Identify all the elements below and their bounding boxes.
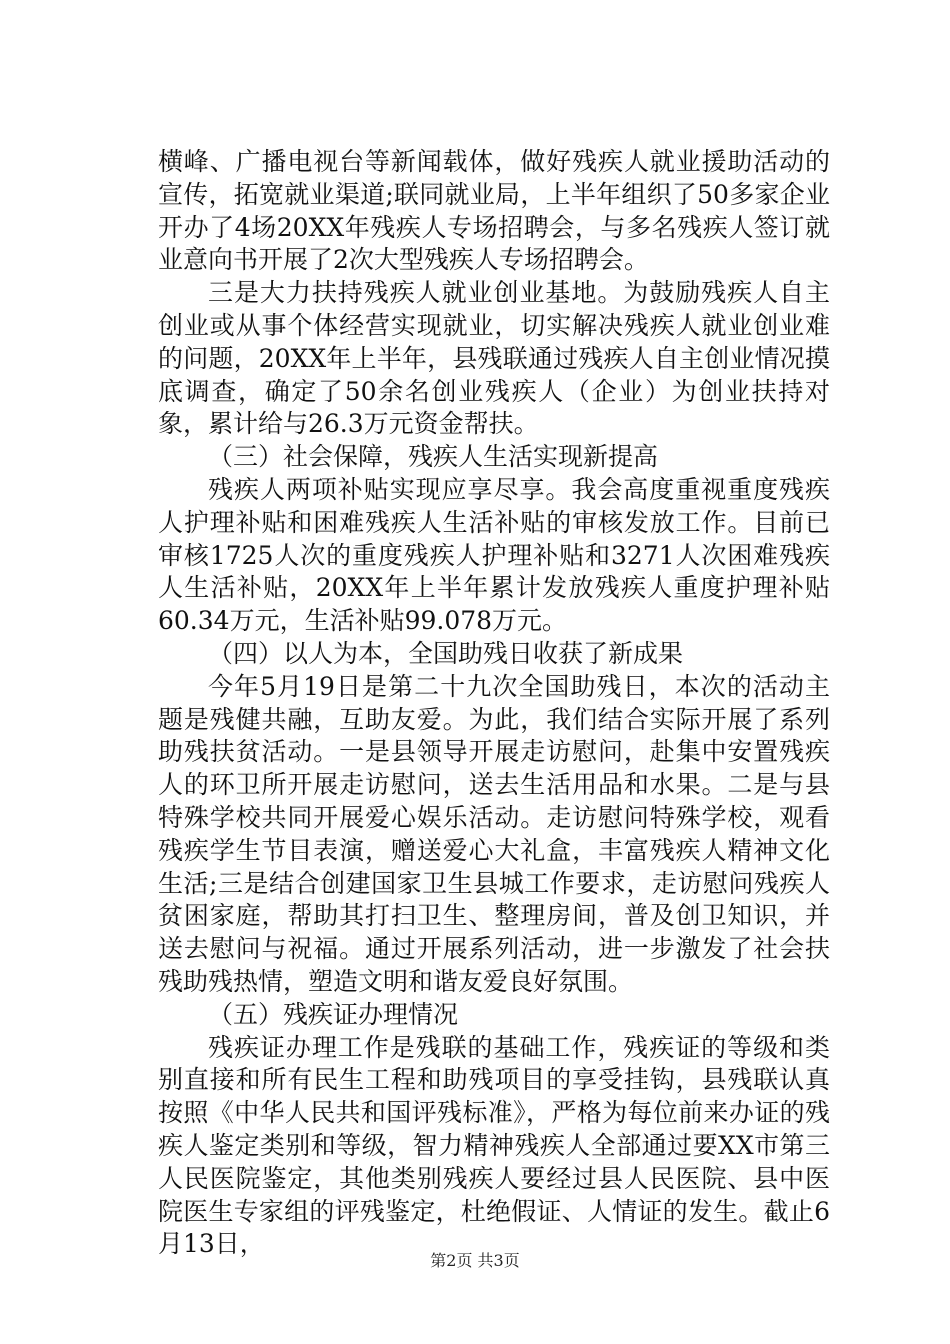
page-number-footer: 第2页 共3页: [430, 1251, 520, 1270]
paragraph-1: 横峰、广播电视台等新闻载体，做好残疾人就业援助活动的宣传，拓宽就业渠道;联同就业局，上半年组织了50多家企业开办了4场20XX年残疾人专场招聘会，与多名残疾人签订就业意向书开展了2次大型残疾人专场招聘会。: [158, 147, 830, 275]
section-heading-3: （三）社会保障，残疾人生活实现新提高: [208, 442, 659, 472]
paragraph-8: 残疾证办理工作是残联的基础工作，残疾证的等级和类别直接和所有民生工程和助残项目的享受挂钩，县残联认真按照《中华人民共和国评残标准》，严格为每位前来办证的残疾人鉴定类别和等级，智力精神残疾人全部通过要XX市第三人民医院鉴定，其他类别残疾人要经过县人民医院、县中医院医生专家组的评残鉴定，杜绝假证、人情证的发生。截止6月13日，: [158, 1032, 830, 1259]
paragraph-4: 残疾人两项补贴实现应享尽享。我会高度重视重度残疾人护理补贴和困难残疾人生活补贴的审核发放工作。目前已审核1725人次的重度残疾人护理补贴和3271人次困难残疾人生活补贴，20XX年上半年累计发放残疾人重度护理补贴60.34万元，生活补贴99.078万元。: [158, 474, 830, 636]
paragraph-2: 三是大力扶持残疾人就业创业基地。为鼓励残疾人自主创业或从事个体经营实现就业，切实解决残疾人就业创业难的问题，20XX年上半年，县残联通过残疾人自主创业情况摸底调查，确定了50余名创业残疾人（企业）为创业扶持对象，累计给与26.3万元资金帮扶。: [158, 278, 830, 439]
document-body: [158, 146, 830, 1261]
section-heading-4: （四）以人为本，全国助残日收获了新成果: [208, 638, 684, 668]
paragraph-6: 今年5月19日是第二十九次全国助残日，本次的活动主题是残健共融，互助友爱。为此，我们结合实际开展了系列助残扶贫活动。一是县领导开展走访慰问，赴集中安置残疾人的环卫所开展走访慰问，送去生活用品和水果。二是与县特殊学校共同开展爱心娱乐活动。走访慰问特殊学校，观看残疾学生节目表演，赠送爱心大礼盒，丰富残疾人精神文化生活;三是结合创建国家卫生县城工作要求，走访慰问残疾人贫困家庭，帮助其打扫卫生、整理房间，普及创卫知识，并送去慰问与祝福。通过开展系列活动，进一步激发了社会扶残助残热情，塑造文明和谐友爱良好氛围。: [158, 671, 830, 996]
section-heading-5: （五）残疾证办理情况: [208, 999, 459, 1029]
